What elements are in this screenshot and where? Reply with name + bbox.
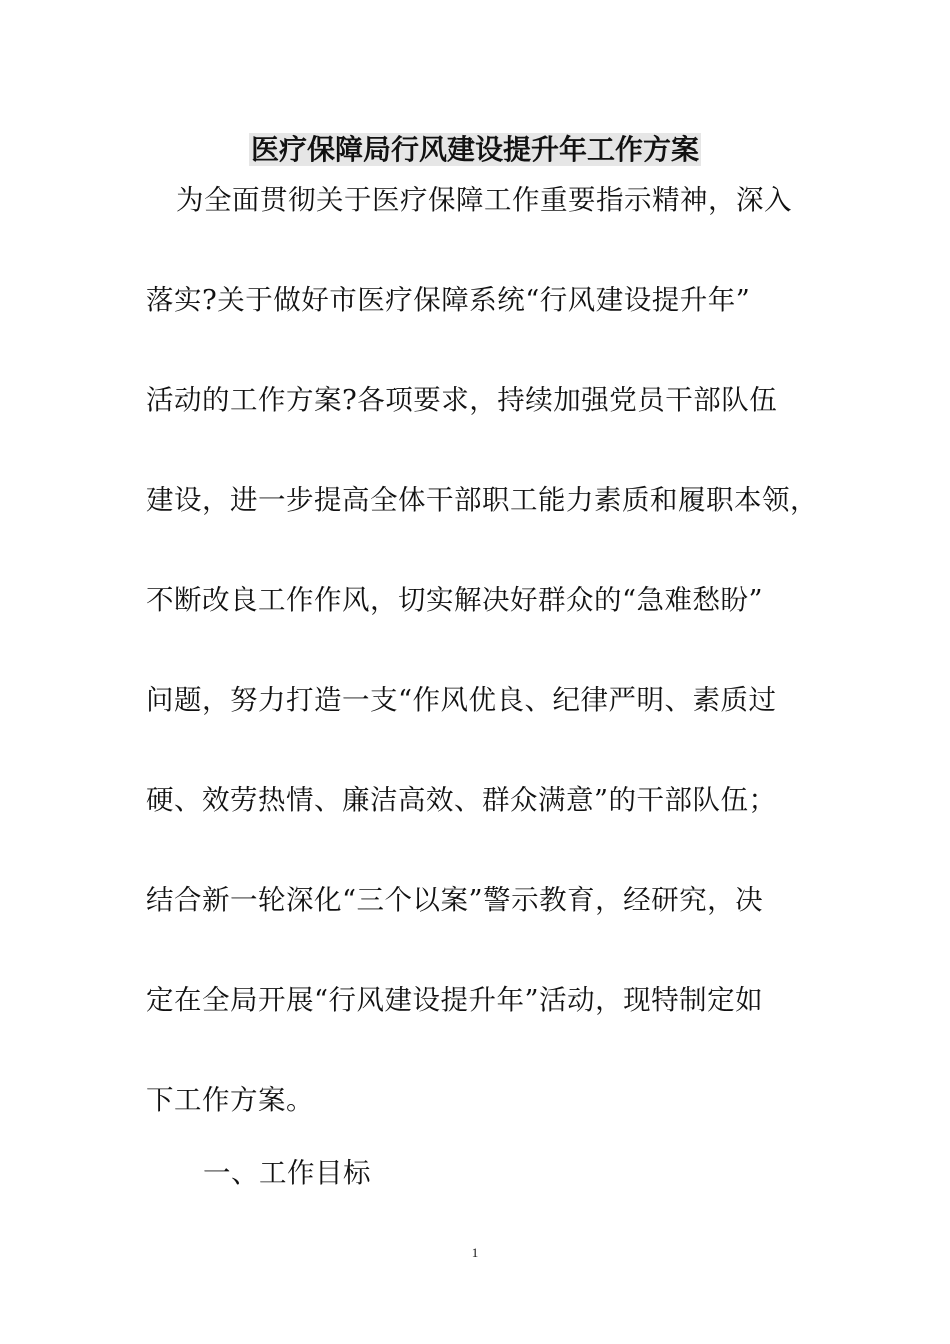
paragraph-line-7: 硬、效劳热情、廉洁高效、群众满意”的干部队伍； [146, 784, 777, 816]
paragraph-line-1: 为全面贯彻关于医疗保障工作重要指示精神，深入 [176, 184, 792, 216]
paragraph-line-10: 下工作方案。 [146, 1084, 314, 1116]
paragraph-line-6: 问题，努力打造一支“作风优良、纪律严明、素质过 [146, 684, 777, 716]
document-title [0, 130, 950, 170]
paragraph-line-8: 结合新一轮深化“三个以案”警示教育，经研究，决 [146, 884, 764, 916]
paragraph-line-5: 不断改良工作作风，切实解决好群众的“急难愁盼” [146, 584, 764, 616]
section-heading: 一、工作目标 [203, 1157, 371, 1189]
paragraph-line-9: 定在全局开展“行风建设提升年”活动，现特制定如 [146, 984, 764, 1016]
paragraph-line-2: 落实?关于做好市医疗保障系统“行风建设提升年” [146, 284, 751, 316]
document-title-text: 医疗保障局行风建设提升年工作方案 [250, 133, 699, 166]
paragraph-line-4: 建设，进一步提高全体干部职工能力素质和履职本领， [146, 484, 818, 516]
paragraph-line-3: 活动的工作方案?各项要求，持续加强党员干部队伍 [146, 384, 778, 416]
page-number: 1 [471, 1245, 479, 1260]
